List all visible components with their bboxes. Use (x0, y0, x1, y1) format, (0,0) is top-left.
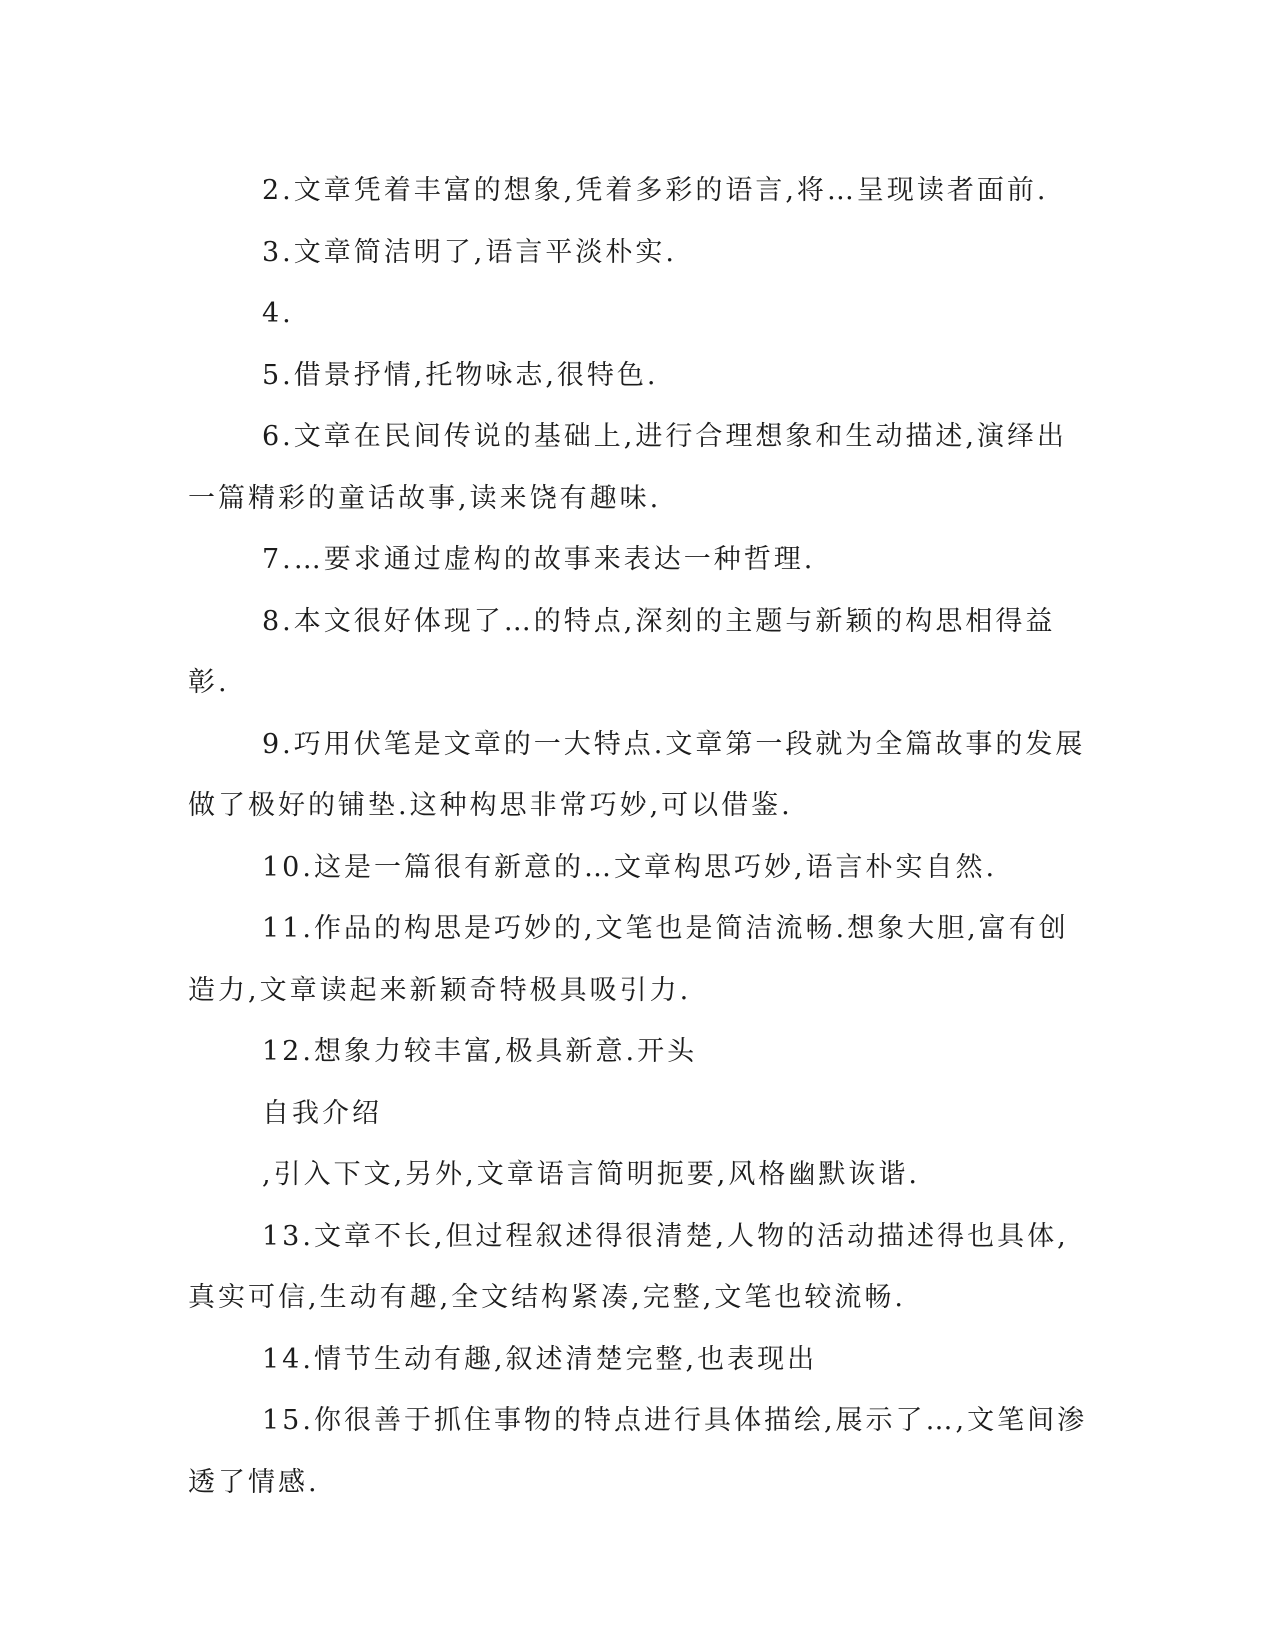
paragraph-7: 7.…要求通过虚构的故事来表达一种哲理. (262, 544, 816, 575)
paragraph-6: 6.文章在民间传说的基础上,进行合理想象和生动描述,演绎出一篇精彩的童话故事,读来饶有趣味. (188, 421, 1067, 514)
paragraph-9: 9.巧用伏笔是文章的一大特点.文章第一段就为全篇故事的发展做了极好的铺垫.这种构思非常巧妙,可以借鉴. (188, 728, 1086, 821)
paragraph-13: 13.文章不长,但过程叙述得很清楚,人物的活动描述得也具体,真实可信,生动有趣,全文结构紧凑,完整,文笔也较流畅. (188, 1220, 1069, 1313)
paragraph-12-continued: ,引入下文,另外,文章语言简明扼要,风格幽默诙谐. (262, 1159, 920, 1190)
paragraph-5: 5.借景抒情,托物咏志,很特色. (262, 359, 659, 391)
paragraph-15: 15.你很善于抓住事物的特点进行具体描绘,展示了…,文笔间渗透了情感. (188, 1405, 1088, 1498)
document-body (188, 160, 1088, 1513)
paragraph-11: 11.作品的构思是巧妙的,文笔也是简洁流畅.想象大胆,富有创造力,文章读起来新颖奇特极具吸引力. (188, 913, 1069, 1006)
paragraph-12: 12.想象力较丰富,极具新意.开头 (262, 1036, 698, 1067)
paragraph-14: 14.情节生动有趣,叙述清楚完整,也表现出 (262, 1343, 818, 1375)
paragraph-8: 8.本文很好体现了…的特点,深刻的主题与新颖的构思相得益彰. (188, 605, 1056, 698)
paragraph-3: 3.文章简洁明了,语言平淡朴实. (262, 236, 677, 268)
paragraph-10: 10.这是一篇很有新意的…文章构思巧妙,语言朴实自然. (262, 851, 998, 883)
paragraph-2: 2.文章凭着丰富的想象,凭着多彩的语言,将…呈现读者面前. (262, 175, 1049, 206)
paragraph-4: 4. (262, 298, 294, 329)
paragraph-self-intro: 自我介绍 (262, 1097, 382, 1129)
